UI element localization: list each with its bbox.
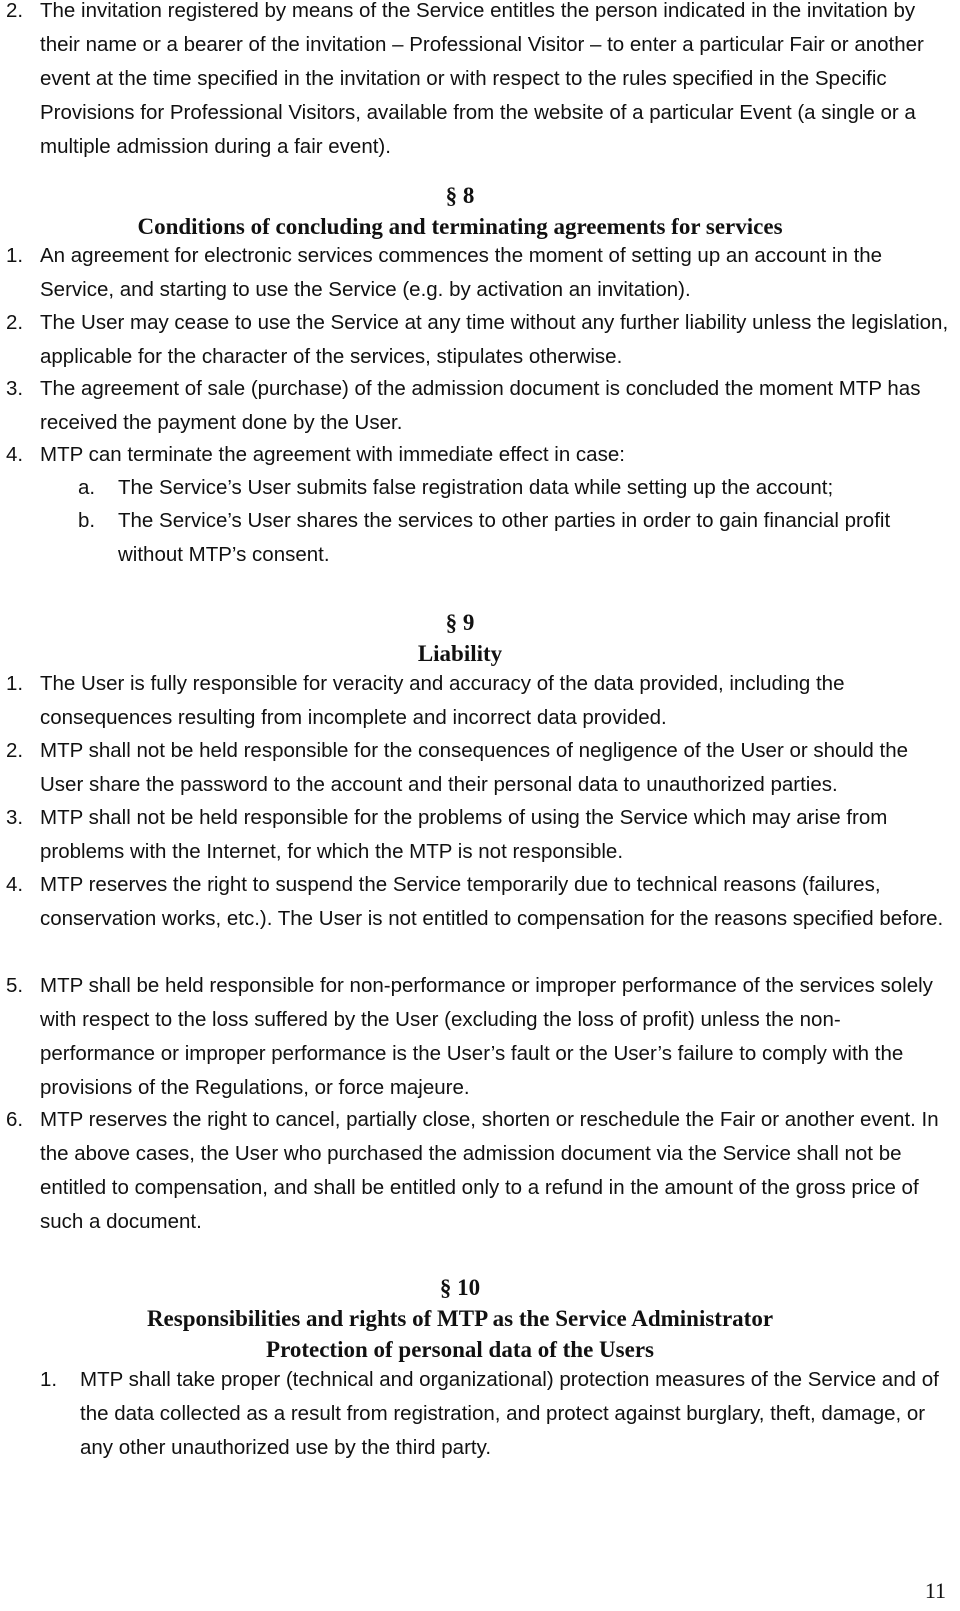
list-item	[6, 239, 954, 307]
list-item	[6, 969, 954, 1105]
item-text: MTP shall not be held responsible for the consequences of negligence of the User or should the User share the password to the account and their personal data to unauthorized parties.	[40, 739, 908, 796]
item-letter: a.	[78, 476, 96, 499]
list-item	[6, 372, 954, 440]
list-item	[6, 868, 954, 936]
item-text: MTP shall take proper (technical and organizational) protection measures of the Service and of the data collected as a result from registration, and protect against burglary, theft, damage, or any other unauthorized use by the third party.	[80, 1368, 939, 1459]
item-text: MTP shall not be held responsible for the problems of using the Service which may arise from problems with the Internet, for which the MTP is not responsible.	[40, 806, 888, 863]
item-text: The invitation registered by means of the Service entitles the person indicated in the invitation by their name or a bearer of the invitation – Professional Visitor – to enter a particular Fair or another event at the time specified in the invitation or with respect to the rules specified in the Specific Provisions for Professional Visitors, available from the website of a particular Event (a single or a multiple admission during a fair event).	[40, 0, 924, 158]
section-title: Conditions of concluding and terminating agreements for services	[137, 214, 783, 239]
section-subtitle: Protection of personal data of the Users	[266, 1337, 654, 1362]
item-text: MTP shall be held responsible for non-performance or improper performance of the services solely with respect to the loss suffered by the User (excluding the loss of profit) unless the non-performance or improper performance is the User’s fault or the User’s failure to comply with the provisions of the Regulations, or force majeure.	[40, 974, 933, 1099]
list-item	[6, 667, 954, 735]
item-number: 2.	[6, 739, 24, 762]
list-sub-item	[78, 471, 954, 505]
item-text: MTP can terminate the agreement with immediate effect in case:	[40, 443, 625, 466]
item-number: 1.	[6, 672, 24, 695]
item-number: 4.	[6, 443, 24, 466]
list-item	[40, 1363, 954, 1465]
item-text: The Service’s User shares the services to other parties in order to gain financial profit without MTP’s consent.	[118, 509, 891, 566]
item-text: MTP reserves the right to suspend the Service temporarily due to technical reasons (failures, conservation works, etc.). The User is not entitled to compensation for the reasons specified before.	[40, 873, 944, 930]
section-title: Responsibilities and rights of MTP as the Service Administrator	[146, 1306, 774, 1331]
item-text: The User is fully responsible for veracity and accuracy of the data provided, including the consequences resulting from incomplete and incorrect data provided.	[40, 672, 845, 729]
page-number: 11	[924, 1578, 946, 1603]
list-item	[6, 438, 954, 472]
item-number: 3.	[6, 806, 24, 829]
list-item	[6, 0, 954, 164]
item-number: 2.	[6, 0, 24, 22]
item-number: 3.	[6, 377, 24, 400]
list-item	[6, 306, 954, 374]
item-text: The User may cease to use the Service at any time without any further liability unless the legislation, applicable for the character of the services, stipulates otherwise.	[40, 311, 949, 368]
item-number: 4.	[6, 873, 24, 896]
item-number: 1.	[6, 244, 24, 267]
list-item	[6, 801, 954, 869]
item-letter: b.	[78, 509, 96, 532]
item-text: MTP reserves the right to cancel, partially close, shorten or reschedule the Fair or another event. In the above cases, the User who purchased the admission document via the Service shall not be entitled to compensation, and shall be entitled only to a refund in the amount of the gross price of such a document.	[40, 1108, 939, 1233]
item-number: 5.	[6, 974, 24, 997]
item-text: The agreement of sale (purchase) of the admission document is concluded the moment MTP has received the payment done by the User.	[40, 377, 921, 434]
list-item	[6, 1103, 954, 1239]
item-number: 6.	[6, 1108, 24, 1131]
list-sub-item	[78, 504, 954, 572]
section-mark: § 8	[445, 183, 475, 208]
item-number: 1.	[40, 1368, 58, 1391]
item-number: 2.	[6, 311, 24, 334]
section-title: Liability	[417, 641, 503, 666]
item-text: An agreement for electronic services commences the moment of setting up an account in the Service, and starting to use the Service (e.g. by activation an invitation).	[40, 244, 883, 301]
section-mark: § 9	[445, 610, 475, 635]
section-mark: § 10	[439, 1275, 481, 1300]
list-item	[6, 734, 954, 802]
item-text: The Service’s User submits false registration data while setting up the account;	[118, 476, 834, 499]
